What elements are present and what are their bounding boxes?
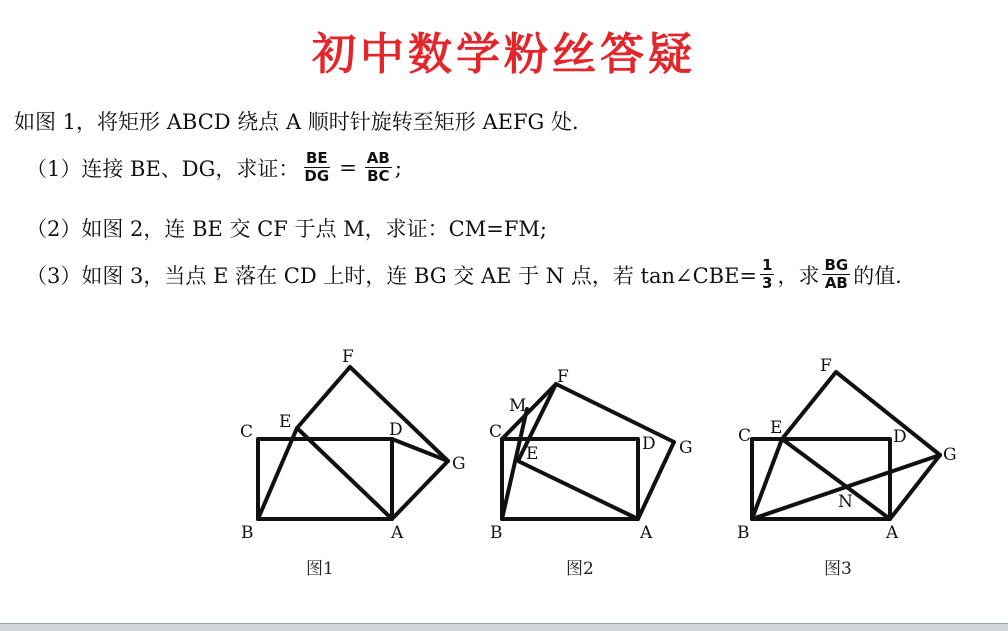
problem-part-1 xyxy=(26,150,402,185)
geometry-figures xyxy=(0,330,1008,630)
fraction-denominator: DG xyxy=(304,167,330,185)
label-a: A xyxy=(640,523,653,543)
fraction-denominator: 3 xyxy=(762,274,773,292)
fraction-ab-bc xyxy=(365,150,392,185)
part1-prefix: （1）连接 BE、DG，求证： xyxy=(26,156,300,181)
part2-text: （2）如图 2，连 BE 交 CF 于点 M，求证：CM=FM; xyxy=(26,217,547,241)
label-b: B xyxy=(737,523,750,543)
segment-dg xyxy=(392,439,448,461)
fraction-numerator: AB xyxy=(366,149,390,167)
label-d: D xyxy=(893,427,907,447)
fraction-numerator: BE xyxy=(305,149,328,167)
page-title: 初中数学粉丝答疑 xyxy=(312,29,696,80)
part3-prefix: （3）如图 3，当点 E 落在 CD 上时，连 BG 交 AE 于 N 点，若 tan∠CBE= xyxy=(26,263,758,288)
problem-part-3 xyxy=(26,257,916,292)
label-b: B xyxy=(490,523,503,543)
intro-text: 如图 1，将矩形 ABCD 绕点 A 顺时针旋转至矩形 AEFG 处． xyxy=(14,110,593,134)
rectangle-aefg xyxy=(297,367,448,519)
rectangle-abcd xyxy=(258,439,392,519)
label-c: C xyxy=(240,422,254,442)
label-f: F xyxy=(557,367,569,387)
fraction-one-third xyxy=(760,257,774,292)
label-f: F xyxy=(820,356,832,376)
label-g: G xyxy=(679,438,693,458)
fraction-be-dg xyxy=(302,150,331,185)
label-e: E xyxy=(526,444,539,464)
problem-part-2 xyxy=(26,213,547,243)
label-b: B xyxy=(241,523,254,543)
fraction-numerator: BG xyxy=(824,256,849,274)
label-f: F xyxy=(342,347,354,367)
part3-suffix: 的值． xyxy=(853,263,917,288)
part3-middle: ，求 xyxy=(777,263,820,288)
label-d: D xyxy=(642,434,656,454)
label-m: M xyxy=(509,396,527,416)
segment-be xyxy=(752,439,782,519)
figure-1-diagram xyxy=(258,367,448,519)
label-d: D xyxy=(389,420,403,440)
label-e: E xyxy=(279,412,292,432)
label-g: G xyxy=(452,454,466,474)
label-a: A xyxy=(391,523,404,543)
label-e: E xyxy=(770,418,783,438)
label-c: C xyxy=(489,422,503,442)
label-g: G xyxy=(943,445,957,465)
figure-1-caption: 图1 xyxy=(306,559,334,579)
label-a: A xyxy=(886,523,899,543)
problem-intro xyxy=(14,106,593,136)
fraction-bg-ab xyxy=(822,257,850,292)
segment-be xyxy=(258,428,297,519)
label-c: C xyxy=(738,426,752,446)
part1-suffix: ; xyxy=(394,155,402,180)
label-n: N xyxy=(838,492,853,512)
fraction-numerator: 1 xyxy=(762,256,773,274)
equals-sign: = xyxy=(339,155,357,180)
figure-3-caption: 图3 xyxy=(824,559,852,579)
fraction-denominator: BC xyxy=(367,167,390,185)
figure-2-caption: 图2 xyxy=(566,559,594,579)
rectangle-aefg xyxy=(782,372,940,519)
fraction-denominator: AB xyxy=(824,274,848,292)
